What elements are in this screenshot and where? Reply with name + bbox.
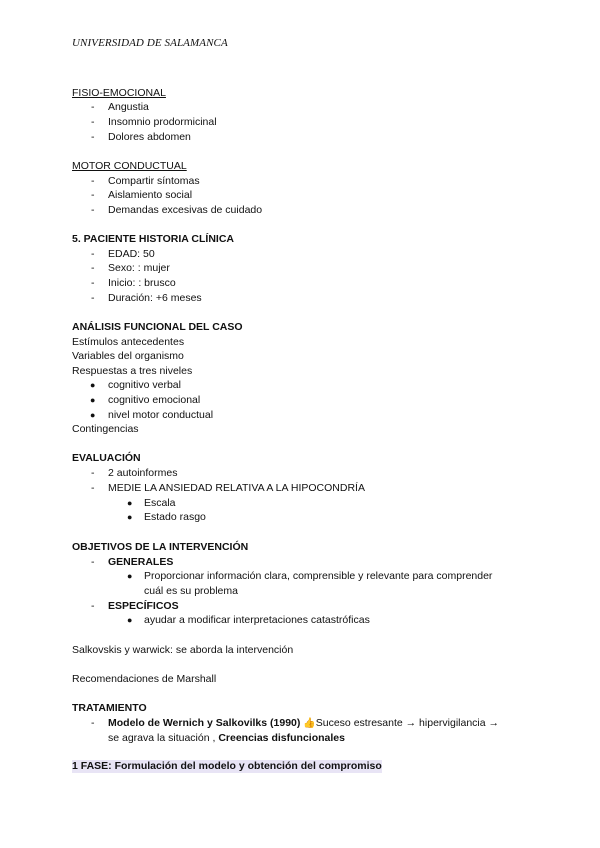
dash-bullet: - xyxy=(91,717,95,729)
list-item: Sexo: : mujer xyxy=(108,262,170,274)
model-description: Suceso estresante → hipervigilancia → xyxy=(315,717,500,729)
dot-bullet: ● xyxy=(127,512,133,522)
dot-bullet: ● xyxy=(90,410,96,420)
dash-bullet: - xyxy=(91,101,95,113)
list-item: Proporcionar información clara, comprensible y relevante para comprender xyxy=(144,570,493,582)
dash-bullet: - xyxy=(91,116,95,128)
list-item: Angustia xyxy=(108,101,149,113)
dash-bullet: - xyxy=(91,467,95,479)
evaluacion-title: EVALUACIÓN xyxy=(72,452,141,464)
list-item: cognitivo emocional xyxy=(108,394,201,406)
dash-bullet: - xyxy=(91,262,95,274)
list-item: Demandas excesivas de cuidado xyxy=(108,204,263,216)
analisis-title: ANÁLISIS FUNCIONAL DEL CASO xyxy=(72,321,243,333)
list-item: Insomnio prodormicinal xyxy=(108,116,217,128)
tratamiento-title: TRATAMIENTO xyxy=(72,702,147,714)
text-line: Estímulos antecedentes xyxy=(72,336,185,348)
list-item: EDAD: 50 xyxy=(108,248,155,260)
list-item: Aislamiento social xyxy=(108,189,193,201)
dash-bullet: - xyxy=(91,189,95,201)
list-item: nivel motor conductual xyxy=(108,409,214,421)
dash-bullet: - xyxy=(91,204,95,216)
motor-title: MOTOR CONDUCTUAL xyxy=(72,160,187,172)
dash-bullet: - xyxy=(91,248,95,260)
fisio-title: FISIO-EMOCIONAL xyxy=(72,87,166,99)
tratamiento-model-line-2 xyxy=(108,732,345,745)
text-line: Recomendaciones de Marshall xyxy=(72,673,217,685)
especificos-label: ESPECÍFICOS xyxy=(108,600,179,612)
list-item: Compartir síntomas xyxy=(108,175,200,187)
dash-bullet: - xyxy=(91,600,95,612)
dash-bullet: - xyxy=(91,277,95,289)
list-item: Inicio: : brusco xyxy=(108,277,176,289)
list-item: Duración: +6 meses xyxy=(108,292,202,304)
list-item: ayudar a modificar interpretaciones catastróficas xyxy=(144,614,370,626)
dash-bullet: - xyxy=(91,175,95,187)
text-line: Contingencias xyxy=(72,423,139,435)
dot-bullet: ● xyxy=(127,571,133,581)
list-item: Escala xyxy=(144,497,176,509)
list-item: MEDIE LA ANSIEDAD RELATIVA A LA HIPOCONDRÍA xyxy=(108,482,365,494)
page-header: UNIVERSIDAD DE SALAMANCA xyxy=(72,37,228,49)
dot-bullet: ● xyxy=(90,395,96,405)
list-item: 2 autoinformes xyxy=(108,467,178,479)
objetivos-title: OBJETIVOS DE LA INTERVENCIÓN xyxy=(72,541,249,553)
dash-bullet: - xyxy=(91,292,95,304)
model-beliefs: Creencias disfuncionales xyxy=(218,732,345,744)
thumbs-up-icon: 👍 xyxy=(303,718,316,729)
generales-label: GENERALES xyxy=(108,556,174,568)
list-item: cognitivo verbal xyxy=(108,379,181,391)
model-consequence: se agrava la situación , xyxy=(108,732,216,744)
dot-bullet: ● xyxy=(127,498,133,508)
dash-bullet: - xyxy=(91,556,95,568)
historia-title: 5. PACIENTE HISTORIA CLÍNICA xyxy=(72,233,234,245)
tratamiento-model-line xyxy=(108,717,499,730)
text-line: Variables del organismo xyxy=(72,350,184,362)
model-name: Modelo de Wernich y Salkovilks (1990) xyxy=(108,717,301,729)
list-item: Dolores abdomen xyxy=(108,131,191,143)
dot-bullet: ● xyxy=(127,615,133,625)
list-item: Estado rasgo xyxy=(144,511,206,523)
text-line: Salkovskis y warwick: se aborda la intervención xyxy=(72,644,294,656)
fase-heading: 1 FASE: Formulación del modelo y obtención del compromiso xyxy=(72,760,382,772)
text-line: Respuestas a tres niveles xyxy=(72,365,193,377)
list-item-continuation: cuál es su problema xyxy=(144,585,238,597)
dot-bullet: ● xyxy=(90,380,96,390)
dash-bullet: - xyxy=(91,482,95,494)
dash-bullet: - xyxy=(91,131,95,143)
